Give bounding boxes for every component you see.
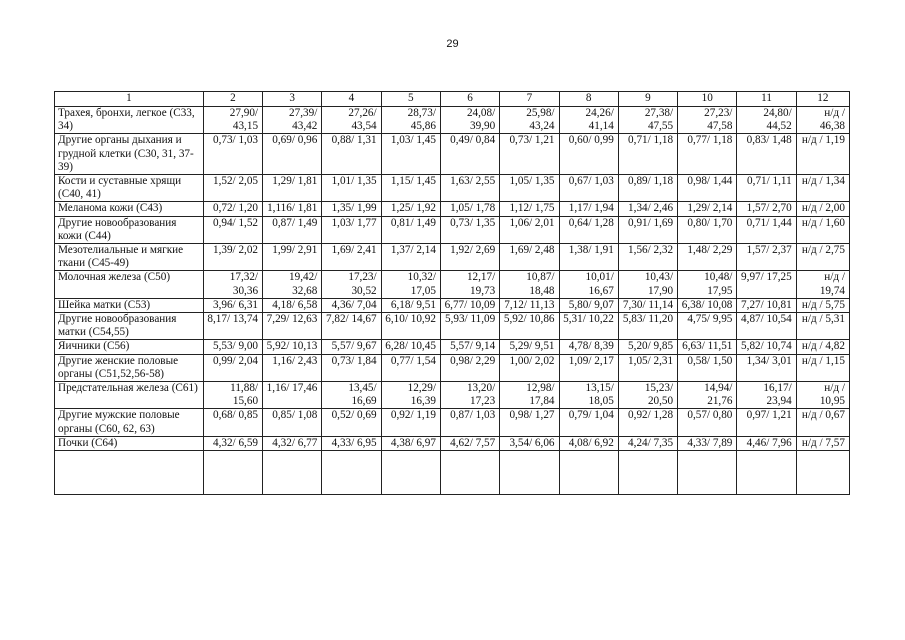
value-cell: 4,87/ 10,54 bbox=[737, 313, 796, 340]
value-cell: 4,32/ 6,77 bbox=[263, 436, 322, 450]
value-cell: 27,26/ 43,54 bbox=[322, 107, 381, 134]
value-cell: 1,37/ 2,14 bbox=[381, 244, 440, 271]
value-cell: 1,39/ 2,02 bbox=[203, 244, 262, 271]
column-header: 2 bbox=[203, 92, 262, 107]
value-cell: 7,82/ 14,67 bbox=[322, 313, 381, 340]
value-cell: 1,99/ 2,91 bbox=[263, 244, 322, 271]
value-cell: 7,27/ 10,81 bbox=[737, 298, 796, 312]
value-cell: 1,09/ 2,17 bbox=[559, 354, 618, 381]
value-cell: 4,32/ 6,59 bbox=[203, 436, 262, 450]
value-cell: 1,16/ 2,43 bbox=[263, 354, 322, 381]
value-cell: 24,08/ 39,90 bbox=[440, 107, 499, 134]
value-cell: 0,57/ 0,80 bbox=[678, 409, 737, 436]
column-header: 7 bbox=[500, 92, 559, 107]
page-number: 29 bbox=[446, 38, 459, 50]
table-row bbox=[55, 175, 850, 202]
value-cell: 1,63/ 2,55 bbox=[440, 175, 499, 202]
value-cell: 4,62/ 7,57 bbox=[440, 436, 499, 450]
table-row bbox=[55, 107, 850, 134]
value-cell: н/д / 2,75 bbox=[796, 244, 849, 271]
value-cell: 0,64/ 1,28 bbox=[559, 216, 618, 243]
value-cell: 27,90/ 43,15 bbox=[203, 107, 262, 134]
value-cell: 1,69/ 2,48 bbox=[500, 244, 559, 271]
value-cell: 4,38/ 6,97 bbox=[381, 436, 440, 450]
value-cell: 25,98/ 43,24 bbox=[500, 107, 559, 134]
value-cell: 0,87/ 1,49 bbox=[263, 216, 322, 243]
value-cell: 14,94/ 21,76 bbox=[678, 382, 737, 409]
value-cell: н/д / 7,57 bbox=[796, 436, 849, 450]
value-cell: 7,12/ 11,13 bbox=[500, 298, 559, 312]
value-cell: 0,69/ 0,96 bbox=[263, 134, 322, 175]
value-cell: 6,10/ 10,92 bbox=[381, 313, 440, 340]
value-cell: 0,94/ 1,52 bbox=[203, 216, 262, 243]
value-cell: 1,12/ 1,75 bbox=[500, 202, 559, 216]
value-cell: 1,38/ 1,91 bbox=[559, 244, 618, 271]
value-cell: 5,53/ 9,00 bbox=[203, 340, 262, 354]
value-cell: н/д / 0,67 bbox=[796, 409, 849, 436]
value-cell: 0,98/ 1,44 bbox=[678, 175, 737, 202]
value-cell: 0,77/ 1,18 bbox=[678, 134, 737, 175]
value-cell: 5,92/ 10,13 bbox=[263, 340, 322, 354]
row-label: Предстательная железа (С61) bbox=[55, 382, 204, 409]
row-label: Меланома кожи (С43) bbox=[55, 202, 204, 216]
value-cell: 24,26/ 41,14 bbox=[559, 107, 618, 134]
value-cell: 0,67/ 1,03 bbox=[559, 175, 618, 202]
value-cell: 6,28/ 10,45 bbox=[381, 340, 440, 354]
table-row bbox=[55, 382, 850, 409]
value-cell: н/д / 1,60 bbox=[796, 216, 849, 243]
empty-row bbox=[55, 451, 850, 495]
column-header: 4 bbox=[322, 92, 381, 107]
value-cell: 4,78/ 8,39 bbox=[559, 340, 618, 354]
table-row bbox=[55, 202, 850, 216]
value-cell: н/д / 19,74 bbox=[796, 271, 849, 298]
value-cell: 11,88/ 15,60 bbox=[203, 382, 262, 409]
row-label: Другие органы дыхания и грудной клетки (С30, 31, 37-39) bbox=[55, 134, 204, 175]
value-cell: 27,39/ 43,42 bbox=[263, 107, 322, 134]
value-cell: 13,15/ 18,05 bbox=[559, 382, 618, 409]
row-label: Кости и суставные хрящи (С40, 41) bbox=[55, 175, 204, 202]
row-label: Почки (С64) bbox=[55, 436, 204, 450]
value-cell: 0,73/ 1,84 bbox=[322, 354, 381, 381]
value-cell: 1,03/ 1,45 bbox=[381, 134, 440, 175]
row-label: Другие мужские половые органы (С60, 62, 63) bbox=[55, 409, 204, 436]
value-cell: 1,116/ 1,81 bbox=[263, 202, 322, 216]
row-label: Яичники (С56) bbox=[55, 340, 204, 354]
row-label: Молочная железа (С50) bbox=[55, 271, 204, 298]
value-cell: 0,77/ 1,54 bbox=[381, 354, 440, 381]
value-cell: 10,43/ 17,90 bbox=[618, 271, 677, 298]
value-cell: 5,82/ 10,74 bbox=[737, 340, 796, 354]
value-cell: 1,34/ 2,46 bbox=[618, 202, 677, 216]
value-cell: 0,68/ 0,85 bbox=[203, 409, 262, 436]
empty-cell bbox=[500, 451, 559, 495]
value-cell: 5,80/ 9,07 bbox=[559, 298, 618, 312]
value-cell: 1,25/ 1,92 bbox=[381, 202, 440, 216]
value-cell: н/д / 4,82 bbox=[796, 340, 849, 354]
value-cell: 27,38/ 47,55 bbox=[618, 107, 677, 134]
value-cell: 0,98/ 1,27 bbox=[500, 409, 559, 436]
value-cell: 6,63/ 11,51 bbox=[678, 340, 737, 354]
column-header: 8 bbox=[559, 92, 618, 107]
table-row bbox=[55, 298, 850, 312]
value-cell: н/д / 10,95 bbox=[796, 382, 849, 409]
value-cell: 5,93/ 11,09 bbox=[440, 313, 499, 340]
value-cell: 4,46/ 7,96 bbox=[737, 436, 796, 450]
value-cell: 0,97/ 1,21 bbox=[737, 409, 796, 436]
value-cell: 4,33/ 7,89 bbox=[678, 436, 737, 450]
column-header: 10 bbox=[678, 92, 737, 107]
value-cell: 1,52/ 2,05 bbox=[203, 175, 262, 202]
empty-cell bbox=[440, 451, 499, 495]
table-row bbox=[55, 340, 850, 354]
value-cell: 0,60/ 0,99 bbox=[559, 134, 618, 175]
value-cell: н/д / 2,00 bbox=[796, 202, 849, 216]
table-row bbox=[55, 436, 850, 450]
value-cell: 5,20/ 9,85 bbox=[618, 340, 677, 354]
value-cell: 13,45/ 16,69 bbox=[322, 382, 381, 409]
value-cell: 27,23/ 47,58 bbox=[678, 107, 737, 134]
empty-cell bbox=[322, 451, 381, 495]
value-cell: 1,06/ 2,01 bbox=[500, 216, 559, 243]
value-cell: 0,73/ 1,03 bbox=[203, 134, 262, 175]
value-cell: 12,29/ 16,39 bbox=[381, 382, 440, 409]
value-cell: 0,81/ 1,49 bbox=[381, 216, 440, 243]
incidence-table bbox=[54, 91, 850, 495]
value-cell: 1,57/ 2,70 bbox=[737, 202, 796, 216]
value-cell: 1,05/ 1,78 bbox=[440, 202, 499, 216]
value-cell: н/д / 1,34 bbox=[796, 175, 849, 202]
value-cell: 5,83/ 11,20 bbox=[618, 313, 677, 340]
row-label: Мезотелиальные и мягкие ткани (С45-49) bbox=[55, 244, 204, 271]
value-cell: 0,88/ 1,31 bbox=[322, 134, 381, 175]
empty-cell bbox=[55, 451, 204, 495]
value-cell: 17,32/ 30,36 bbox=[203, 271, 262, 298]
value-cell: 1,56/ 2,32 bbox=[618, 244, 677, 271]
value-cell: 1,16/ 17,46 bbox=[263, 382, 322, 409]
value-cell: 1,17/ 1,94 bbox=[559, 202, 618, 216]
value-cell: 8,17/ 13,74 bbox=[203, 313, 262, 340]
value-cell: 0,58/ 1,50 bbox=[678, 354, 737, 381]
value-cell: 1,29/ 1,81 bbox=[263, 175, 322, 202]
value-cell: 28,73/ 45,86 bbox=[381, 107, 440, 134]
value-cell: 19,42/ 32,68 bbox=[263, 271, 322, 298]
value-cell: 1,48/ 2,29 bbox=[678, 244, 737, 271]
table-row bbox=[55, 313, 850, 340]
value-cell: 0,99/ 2,04 bbox=[203, 354, 262, 381]
value-cell: 0,83/ 1,48 bbox=[737, 134, 796, 175]
value-cell: 1,35/ 1,99 bbox=[322, 202, 381, 216]
column-header: 11 bbox=[737, 92, 796, 107]
value-cell: 1,92/ 2,69 bbox=[440, 244, 499, 271]
empty-cell bbox=[559, 451, 618, 495]
value-cell: 4,36/ 7,04 bbox=[322, 298, 381, 312]
value-cell: 1,29/ 2,14 bbox=[678, 202, 737, 216]
value-cell: 5,31/ 10,22 bbox=[559, 313, 618, 340]
value-cell: 1,00/ 2,02 bbox=[500, 354, 559, 381]
row-label: Другие новообразования матки (С54,55) bbox=[55, 313, 204, 340]
empty-cell bbox=[263, 451, 322, 495]
column-header: 3 bbox=[263, 92, 322, 107]
value-cell: 0,71/ 1,11 bbox=[737, 175, 796, 202]
row-label: Шейка матки (С53) bbox=[55, 298, 204, 312]
value-cell: 10,32/ 17,05 bbox=[381, 271, 440, 298]
value-cell: 16,17/ 23,94 bbox=[737, 382, 796, 409]
header-row bbox=[55, 92, 850, 107]
empty-cell bbox=[796, 451, 849, 495]
value-cell: 15,23/ 20,50 bbox=[618, 382, 677, 409]
column-header: 5 bbox=[381, 92, 440, 107]
value-cell: 0,92/ 1,19 bbox=[381, 409, 440, 436]
value-cell: н/д / 1,15 bbox=[796, 354, 849, 381]
empty-cell bbox=[618, 451, 677, 495]
value-cell: 0,91/ 1,69 bbox=[618, 216, 677, 243]
value-cell: 1,69/ 2,41 bbox=[322, 244, 381, 271]
value-cell: 0,85/ 1,08 bbox=[263, 409, 322, 436]
value-cell: 1,03/ 1,77 bbox=[322, 216, 381, 243]
value-cell: 0,71/ 1,44 bbox=[737, 216, 796, 243]
value-cell: н/д / 46,38 bbox=[796, 107, 849, 134]
value-cell: 10,87/ 18,48 bbox=[500, 271, 559, 298]
table-row bbox=[55, 244, 850, 271]
value-cell: 5,57/ 9,67 bbox=[322, 340, 381, 354]
value-cell: 1,34/ 3,01 bbox=[737, 354, 796, 381]
empty-cell bbox=[203, 451, 262, 495]
value-cell: н/д / 5,31 bbox=[796, 313, 849, 340]
column-header: 1 bbox=[55, 92, 204, 107]
value-cell: 0,73/ 1,21 bbox=[500, 134, 559, 175]
empty-cell bbox=[678, 451, 737, 495]
value-cell: 13,20/ 17,23 bbox=[440, 382, 499, 409]
value-cell: 4,33/ 6,95 bbox=[322, 436, 381, 450]
row-label: Трахея, бронхи, легкое (С33, 34) bbox=[55, 107, 204, 134]
row-label: Другие женские половые органы (С51,52,56-58) bbox=[55, 354, 204, 381]
value-cell: 1,05/ 2,31 bbox=[618, 354, 677, 381]
table-row bbox=[55, 134, 850, 175]
value-cell: 0,71/ 1,18 bbox=[618, 134, 677, 175]
value-cell: 12,17/ 19,73 bbox=[440, 271, 499, 298]
value-cell: 10,48/ 17,95 bbox=[678, 271, 737, 298]
empty-cell bbox=[381, 451, 440, 495]
value-cell: 0,87/ 1,03 bbox=[440, 409, 499, 436]
value-cell: 0,49/ 0,84 bbox=[440, 134, 499, 175]
table-row bbox=[55, 409, 850, 436]
value-cell: 7,30/ 11,14 bbox=[618, 298, 677, 312]
table-row bbox=[55, 271, 850, 298]
column-header: 9 bbox=[618, 92, 677, 107]
value-cell: 1,01/ 1,35 bbox=[322, 175, 381, 202]
column-header: 6 bbox=[440, 92, 499, 107]
value-cell: 10,01/ 16,67 bbox=[559, 271, 618, 298]
value-cell: н/д / 5,75 bbox=[796, 298, 849, 312]
value-cell: 0,89/ 1,18 bbox=[618, 175, 677, 202]
row-label: Другие новообразования кожи (С44) bbox=[55, 216, 204, 243]
value-cell: 5,57/ 9,14 bbox=[440, 340, 499, 354]
value-cell: 12,98/ 17,84 bbox=[500, 382, 559, 409]
value-cell: 0,92/ 1,28 bbox=[618, 409, 677, 436]
value-cell: 24,80/ 44,52 bbox=[737, 107, 796, 134]
value-cell: 4,08/ 6,92 bbox=[559, 436, 618, 450]
table-row bbox=[55, 216, 850, 243]
value-cell: 1,15/ 1,45 bbox=[381, 175, 440, 202]
value-cell: 7,29/ 12,63 bbox=[263, 313, 322, 340]
value-cell: 4,75/ 9,95 bbox=[678, 313, 737, 340]
value-cell: 3,54/ 6,06 bbox=[500, 436, 559, 450]
value-cell: 6,77/ 10,09 bbox=[440, 298, 499, 312]
value-cell: 4,24/ 7,35 bbox=[618, 436, 677, 450]
value-cell: 0,98/ 2,29 bbox=[440, 354, 499, 381]
value-cell: 0,73/ 1,35 bbox=[440, 216, 499, 243]
value-cell: 6,18/ 9,51 bbox=[381, 298, 440, 312]
value-cell: 17,23/ 30,52 bbox=[322, 271, 381, 298]
value-cell: 4,18/ 6,58 bbox=[263, 298, 322, 312]
value-cell: н/д / 1,19 bbox=[796, 134, 849, 175]
value-cell: 0,80/ 1,70 bbox=[678, 216, 737, 243]
value-cell: 0,79/ 1,04 bbox=[559, 409, 618, 436]
empty-cell bbox=[737, 451, 796, 495]
value-cell: 6,38/ 10,08 bbox=[678, 298, 737, 312]
column-header: 12 bbox=[796, 92, 849, 107]
value-cell: 1,05/ 1,35 bbox=[500, 175, 559, 202]
value-cell: 0,52/ 0,69 bbox=[322, 409, 381, 436]
table-row bbox=[55, 354, 850, 381]
value-cell: 1,57/ 2,37 bbox=[737, 244, 796, 271]
value-cell: 3,96/ 6,31 bbox=[203, 298, 262, 312]
value-cell: 0,72/ 1,20 bbox=[203, 202, 262, 216]
value-cell: 5,29/ 9,51 bbox=[500, 340, 559, 354]
value-cell: 9,97/ 17,25 bbox=[737, 271, 796, 298]
value-cell: 5,92/ 10,86 bbox=[500, 313, 559, 340]
